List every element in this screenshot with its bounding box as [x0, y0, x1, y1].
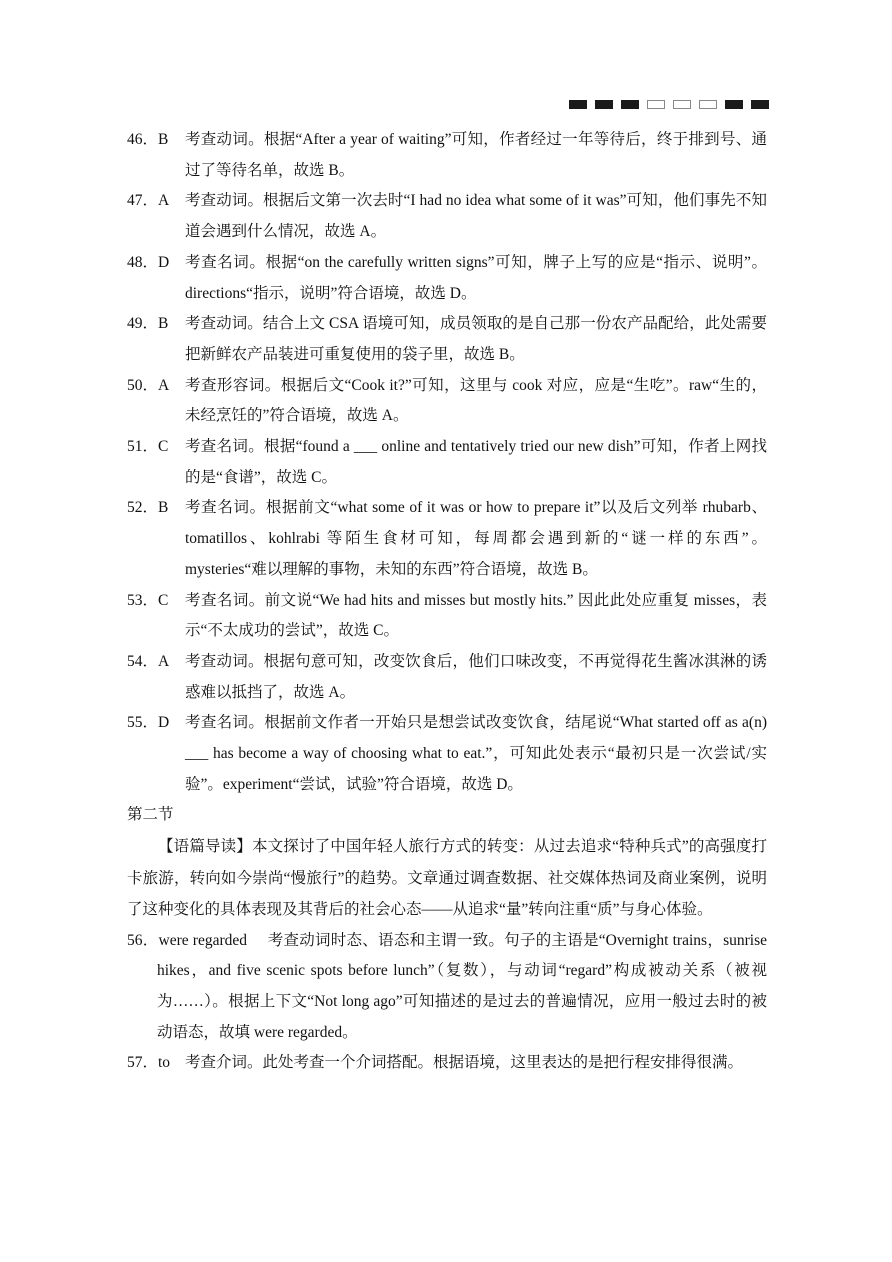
answer-explanation: 考查动词。根据后文第一次去时“I had no idea what some of it was”可知，他们事先不知道会遇到什么情况，故选 A。 — [185, 192, 767, 241]
answer-spacer — [251, 932, 263, 949]
header-mark — [595, 100, 613, 109]
answer-item-51 — [127, 432, 767, 493]
answer-content — [127, 125, 767, 1079]
answer-explanation: 考查名词。前文说“We had hits and misses but mostly hits.” 因此此处应重复 misses，表示“不太成功的尝试”，故选 C。 — [185, 591, 767, 640]
answer-item-47 — [127, 186, 767, 247]
section-title: 第二节 — [127, 806, 174, 824]
answer-explanation: 考查名词。根据“found a ___ online and tentatively tried our new dish”可知，作者上网找的是“食谱”，故选 C。 — [185, 438, 767, 486]
header-mark — [647, 100, 665, 109]
answer-explanation: 考查名词。根据前文“what some of it was or how to prepare it”以及后文列举 rhubarb、tomatillos、kohlrabi 等陌生食材可知，每周都会遇到新的“谜一样的东西”。mysteries“难以理解的事物，未知的东西”符合语境，故选 B。 — [185, 499, 767, 578]
answer-explanation: 考查名词。根据前文作者一开始只是想尝试改变饮食，结尾说“What started off as a(n) ___ has become a way of choosing what to eat.”，可知此处表示“最初只是一次尝试/实验”。experiment“尝试，试验”符合语境，故选 D。 — [185, 714, 767, 793]
answer-number: 57．to — [127, 1054, 171, 1072]
answer-number: 49．B — [127, 315, 169, 333]
header-mark — [725, 100, 743, 109]
header-mark — [699, 100, 717, 109]
answer-explanation: 考查动词。根据“After a year of waiting”可知，作者经过一年等待后，终于排到号、通过了等待名单，故选 B。 — [185, 131, 767, 179]
header-mark — [751, 100, 769, 109]
answer-item-52 — [127, 493, 767, 585]
answer-number: 51．C — [127, 438, 169, 456]
answer-number: 53．C — [127, 591, 169, 609]
answer-number: 46．B — [127, 131, 169, 148]
header-marks — [569, 100, 769, 109]
header-mark — [569, 100, 587, 109]
answer-number: 56．were regarded — [127, 931, 247, 949]
answer-explanation: 考查形容词。根据后文“Cook it?”可知，这里与 cook 对应，应是“生吃”。raw“生的，未经烹饪的”符合语境，故选 A。 — [185, 376, 767, 425]
answer-item-50 — [127, 371, 767, 432]
answer-item-46 — [127, 125, 767, 186]
answer-item-57 — [127, 1048, 767, 1079]
answer-number: 47．A — [127, 192, 170, 210]
answer-item-53 — [127, 586, 767, 647]
answer-item-54 — [127, 647, 767, 708]
answer-explanation: 考查介词。此处考查一个介词搭配。根据语境，这里表达的是把行程安排得很满。 — [185, 1054, 744, 1072]
answer-explanation: 考查名词。根据“on the carefully written signs”可知，牌子上写的应是“指示、说明”。directions“指示，说明”符合语境，故选 D。 — [185, 253, 767, 302]
answer-number: 52．B — [127, 499, 169, 517]
answer-number: 55．D — [127, 714, 170, 732]
answer-explanation: 考查动词。根据句意可知，改变饮食后，他们口味改变，不再觉得花生酱冰淇淋的诱惑难以抵挡了，故选 A。 — [185, 652, 767, 701]
answer-explanation: 考查动词时态、语态和主谓一致。句子的主语是“Overnight trains，sunrise hikes，and five scenic spots before lunch”（复数），与动词“regard”构成被动关系（被视为……）。根据上下文“Not long ago”可知描述的是过去的普遍情况，应用一般过去时的被动语态，故填 were regarded。 — [157, 931, 768, 1041]
answer-item-49 — [127, 309, 767, 370]
answer-explanation: 考查动词。结合上文 CSA 语境可知，成员领取的是自己那一份农产品配给，此处需要把新鲜农产品装进可重复使用的袋子里，故选 B。 — [185, 315, 767, 363]
answer-number: 50．A — [127, 376, 170, 394]
answer-number: 54．A — [127, 652, 170, 670]
answer-item-55 — [127, 708, 767, 800]
answer-item-56 — [127, 926, 767, 1049]
reading-guide: 【语篇导读】本文探讨了中国年轻人旅行方式的转变：从过去追求“特种兵式”的高强度打卡旅游，转向如今崇尚“慢旅行”的趋势。文章通过调查数据、社交媒体热词及商业案例，说明了这种变化的具体表现及其背后的社会心态——从追求“量”转向注重“质”与身心体验。 — [127, 838, 767, 919]
answer-item-48 — [127, 248, 767, 309]
answer-number: 48．D — [127, 253, 170, 271]
header-mark — [621, 100, 639, 109]
header-mark — [673, 100, 691, 109]
